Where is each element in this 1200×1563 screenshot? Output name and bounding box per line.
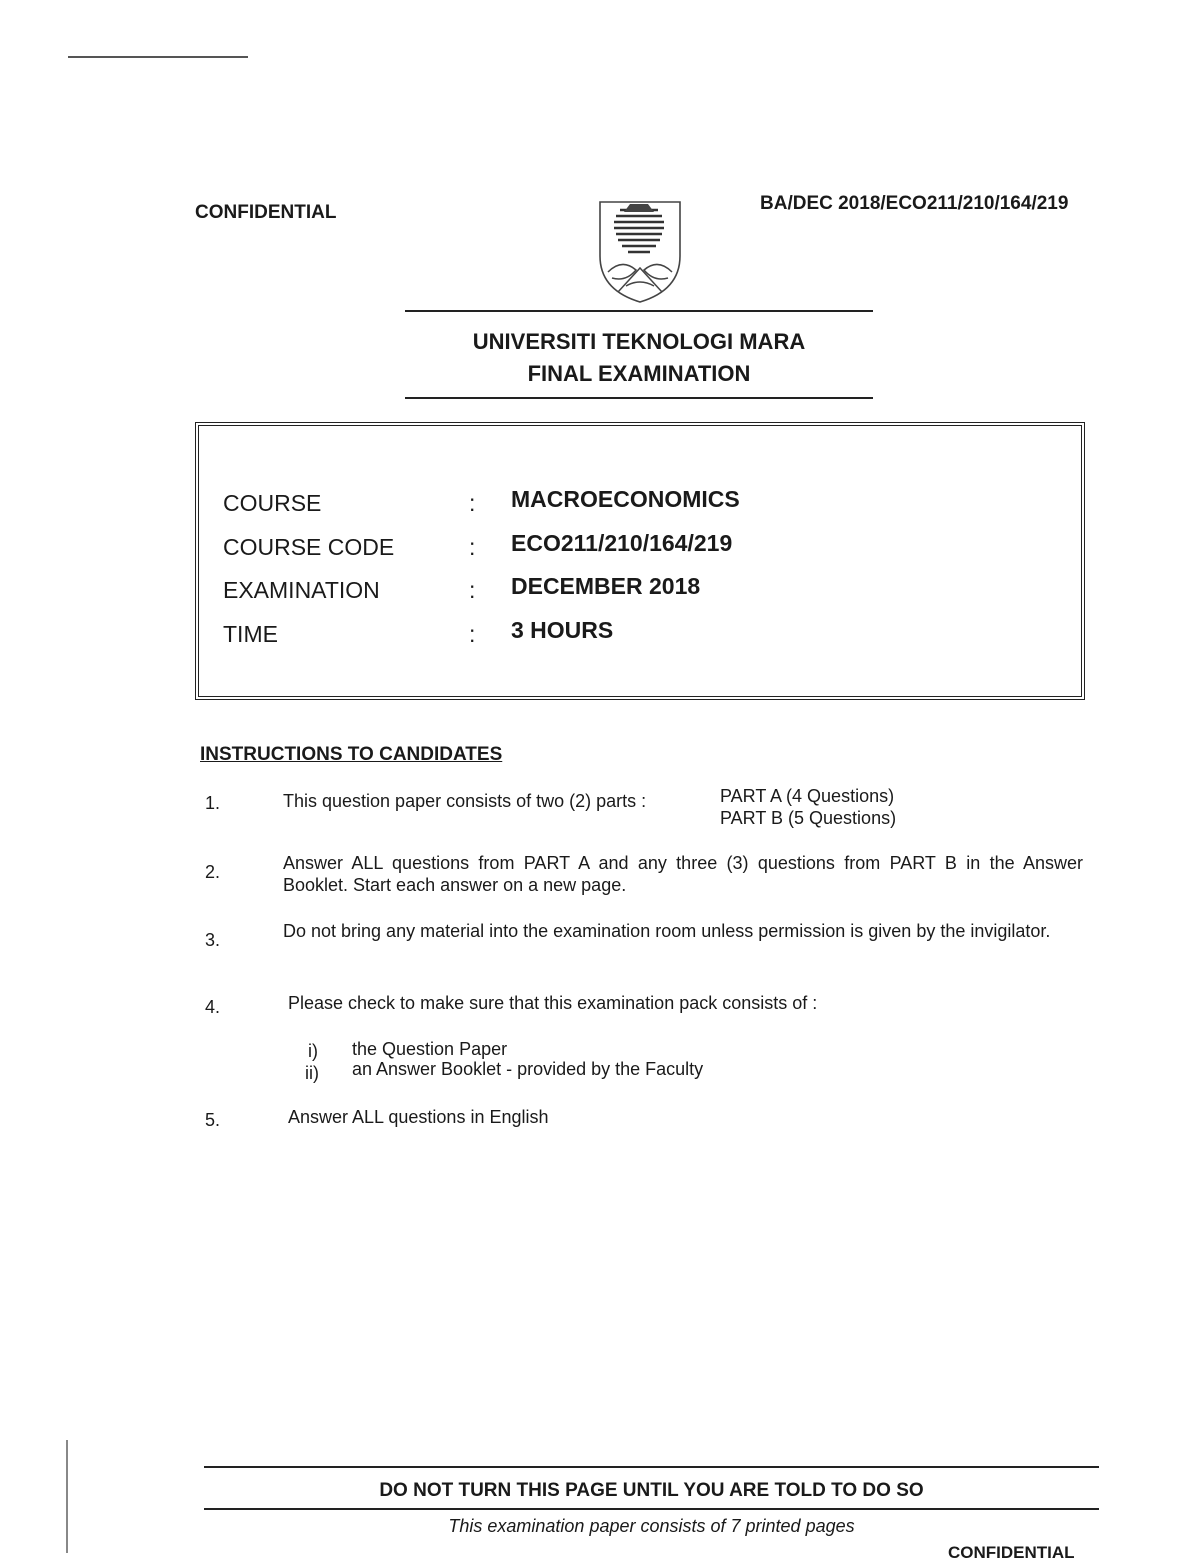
instruction-number: 2. [205, 862, 221, 882]
title-rule-bottom [405, 397, 873, 399]
exam-reference-code: BA/DEC 2018/ECO211/210/164/219 [760, 193, 1069, 214]
instruction-text: Do not bring any material into the examination room unless permission is given by the invigilator. [283, 921, 1051, 941]
time-label: TIME [223, 621, 278, 647]
university-name: UNIVERSITI TEKNOLOGI MARA [472, 329, 806, 354]
part-b-info: PART B (5 Questions) [720, 808, 897, 828]
separator-colon: : [469, 490, 476, 516]
separator-colon: : [469, 577, 476, 603]
instruction-number: 1. [205, 793, 221, 813]
footer-confidential-label: CONFIDENTIAL [948, 1543, 1075, 1562]
subitem-number: i) [308, 1041, 318, 1061]
footer-rule-top [204, 1466, 1099, 1468]
instruction-text: Please check to make sure that this examination pack consists of : [288, 993, 818, 1013]
separator-colon: : [469, 534, 476, 560]
exam-type: FINAL EXAMINATION [527, 361, 751, 386]
separator-colon: : [469, 621, 476, 647]
instructions-heading: INSTRUCTIONS TO CANDIDATES [200, 744, 503, 765]
footer-rule-bottom [204, 1508, 1099, 1510]
instruction-text: This question paper consists of two (2) parts : [283, 791, 647, 811]
subitem-text: an Answer Booklet - provided by the Faculty [352, 1059, 704, 1079]
subitem-text: the Question Paper [352, 1039, 508, 1059]
examination-label: EXAMINATION [223, 577, 380, 603]
part-a-info: PART A (4 Questions) [720, 786, 895, 806]
confidential-label: CONFIDENTIAL [195, 202, 337, 223]
instruction-number: 3. [205, 930, 221, 950]
time-value: 3 HOURS [511, 617, 614, 643]
university-crest-icon [596, 198, 684, 304]
instruction-text: Answer ALL questions in English [288, 1107, 549, 1127]
examination-value: DECEMBER 2018 [511, 573, 701, 599]
exam-title-block [405, 326, 873, 390]
title-rule-top [405, 310, 873, 312]
course-details-box [195, 422, 1085, 700]
scan-artifact-line [66, 1440, 68, 1553]
course-code-value: ECO211/210/164/219 [511, 530, 733, 556]
scan-artifact-line [68, 56, 248, 58]
subitem-number: ii) [305, 1063, 319, 1083]
instruction-number: 4. [205, 997, 221, 1017]
course-code-label: COURSE CODE [223, 534, 395, 560]
course-value: MACROECONOMICS [511, 486, 740, 512]
instruction-number: 5. [205, 1110, 221, 1130]
instruction-text: Answer ALL questions from PART A and any three (3) questions from PART B in the Answer Booklet. Start each answer on a new page. [283, 853, 1083, 895]
course-label: COURSE [223, 490, 322, 516]
page-count-note: This examination paper consists of 7 printed pages [448, 1516, 855, 1536]
do-not-turn-warning: DO NOT TURN THIS PAGE UNTIL YOU ARE TOLD TO DO SO [379, 1480, 924, 1501]
